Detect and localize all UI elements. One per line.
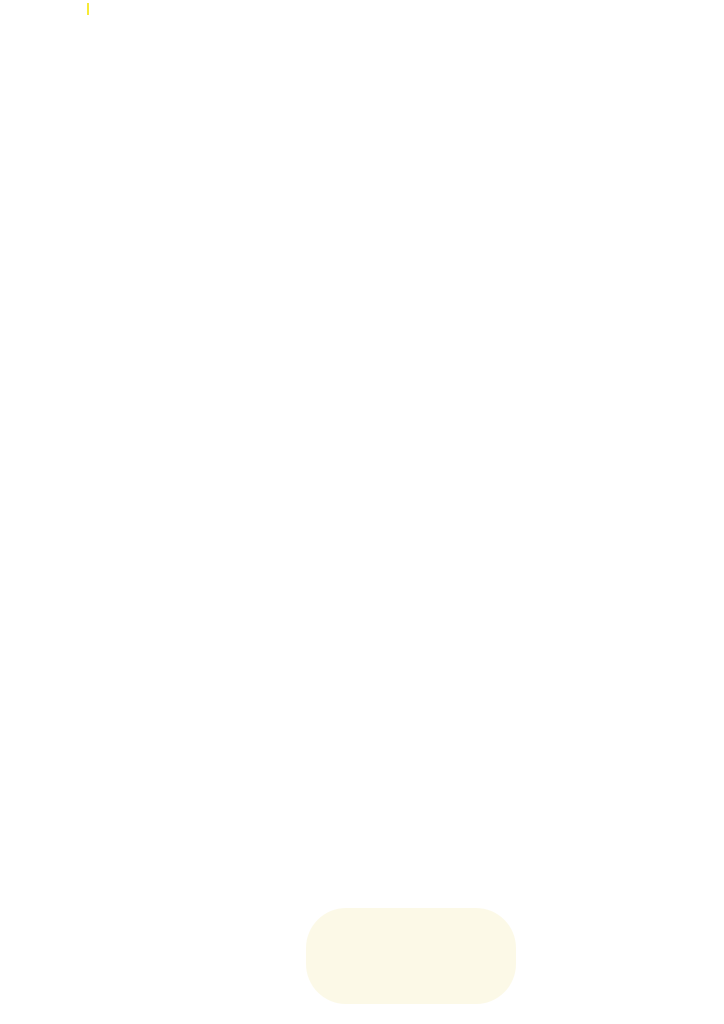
running-header: [87, 3, 89, 15]
header-highlighted-word: [87, 3, 89, 15]
highlight-smudge: [306, 908, 516, 1004]
